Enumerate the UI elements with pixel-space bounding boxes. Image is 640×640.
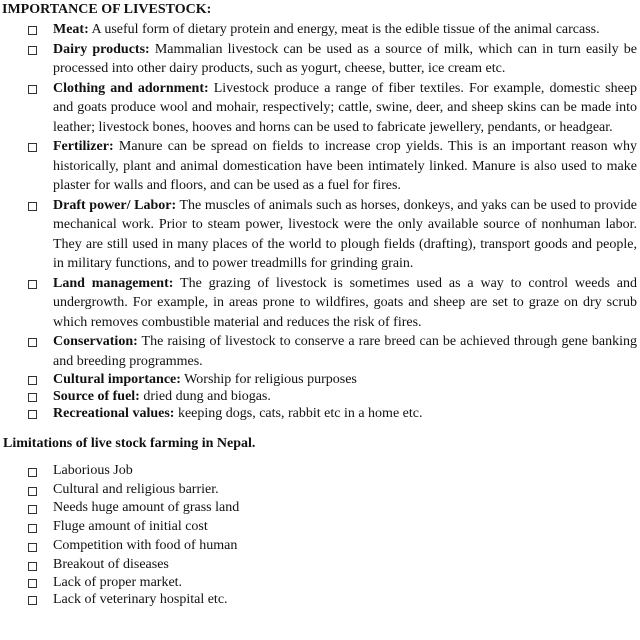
item-term: Source of fuel: (53, 389, 140, 404)
importance-item (0, 405, 640, 422)
checkbox-bullet-icon (28, 596, 37, 605)
checkbox-bullet-icon (28, 487, 37, 496)
limitation-text: Lack of proper market. (53, 575, 183, 591)
item-description: Worship for religious purposes (180, 372, 357, 387)
limitation-text: Breakout of diseases (53, 556, 169, 572)
checkbox-bullet-icon (28, 338, 37, 347)
item-term: Fertilizer: (53, 139, 114, 154)
item-description: The muscles of animals such as horses, donkeys, and yaks can be used to provide mechanical work. Prior to steam power, livestock were the only available source of nonhuman labor. They are still used in many places of the world to plough fields (drafting), transport goods and people, in military functions, and to power treadmills for grinding grain. (53, 197, 637, 271)
item-text (53, 40, 637, 79)
item-text (53, 137, 637, 196)
checkbox-bullet-icon (28, 376, 37, 385)
limitation-item (0, 556, 640, 575)
checkbox-bullet-icon (28, 143, 37, 152)
item-description: A useful form of dietary protein and energy, meat is the edible tissue of the animal carcass. (88, 22, 600, 37)
importance-heading: IMPORTANCE OF LIVESTOCK: (2, 2, 212, 17)
checkbox-bullet-icon (28, 410, 37, 419)
limitation-text: Lack of veterinary hospital etc. (53, 592, 228, 608)
item-description: Mammalian livestock can be used as a source of milk, which can in turn easily be processed into other dairy products, such as yogurt, cheese, butter, ice cream etc. (53, 41, 637, 76)
limitation-item (0, 499, 640, 518)
item-text (53, 388, 637, 405)
item-description: Manure can be spread on fields to increase crop yields. This is an important reason why historically, plant and animal domestication have been intimately linked. Manure is also used to make plaster for walls and floors, and can be used as a fuel for fires. (53, 139, 637, 193)
item-text (53, 274, 637, 333)
limitation-text: Fluge amount of initial cost (53, 519, 208, 535)
limitations-heading: Limitations of live stock farming in Nepal. (3, 436, 256, 451)
importance-item (0, 79, 640, 138)
item-description: Livestock produce a range of fiber textiles. For example, domestic sheep and goats produce wool and mohair, respectively; cattle, swine, deer, and sheep skins can be made into leather; livestock bones, hooves and horns can be used to fabricate jewellery, pendants, or headgear. (53, 80, 637, 135)
item-text (53, 196, 637, 274)
importance-item (0, 20, 640, 40)
item-term: Land management: (53, 275, 174, 291)
checkbox-bullet-icon (28, 202, 37, 211)
limitation-text: Laborious Job (53, 463, 133, 478)
importance-item (0, 196, 640, 274)
checkbox-bullet-icon (28, 26, 37, 35)
importance-item (0, 388, 640, 405)
checkbox-bullet-icon (28, 543, 37, 552)
limitation-item (0, 574, 640, 591)
checkbox-bullet-icon (28, 393, 37, 402)
item-description: dried dung and biogas. (139, 389, 271, 404)
checkbox-bullet-icon (28, 468, 37, 477)
item-term: Conservation: (53, 334, 138, 349)
item-text (53, 405, 637, 422)
checkbox-bullet-icon (28, 562, 37, 571)
item-term: Clothing and adornment: (53, 80, 209, 96)
item-text (53, 20, 637, 40)
limitation-item (0, 518, 640, 537)
checkbox-bullet-icon (28, 46, 37, 55)
limitation-text: Competition with food of human (53, 537, 238, 553)
item-term: Draft power/ Labor: (53, 197, 177, 213)
limitation-item (0, 481, 640, 500)
limitations-list (0, 462, 640, 608)
item-term: Recreational values: (53, 406, 175, 421)
checkbox-bullet-icon (28, 579, 37, 588)
importance-item (0, 332, 640, 371)
item-term: Dairy products: (53, 41, 150, 57)
limitation-text: Needs huge amount of grass land (53, 500, 240, 516)
limitation-item (0, 537, 640, 556)
importance-item (0, 274, 640, 333)
limitation-item (0, 591, 640, 608)
checkbox-bullet-icon (28, 524, 37, 533)
item-text (53, 371, 637, 388)
item-description: keeping dogs, cats, rabbit etc in a home etc. (174, 406, 423, 421)
item-text (53, 79, 637, 138)
item-text (53, 332, 637, 371)
checkbox-bullet-icon (28, 505, 37, 514)
importance-item (0, 40, 640, 79)
item-description: The raising of livestock to conserve a rare breed can be achieved through gene banking and breeding programmes. (53, 334, 637, 369)
item-description: The grazing of livestock is sometimes used as a way to control weeds and undergrowth. For example, in areas prone to wildfires, goats and sheep are set to graze on dry scrub which removes combustible material and reduces the risk of fires. (53, 275, 637, 330)
checkbox-bullet-icon (28, 280, 37, 289)
limitation-text: Cultural and religious barrier. (53, 481, 219, 497)
item-term: Meat: (53, 22, 89, 37)
importance-list (0, 20, 640, 422)
importance-item (0, 137, 640, 196)
checkbox-bullet-icon (28, 85, 37, 94)
item-term: Cultural importance: (53, 372, 181, 387)
limitation-item (0, 462, 640, 481)
importance-item (0, 371, 640, 388)
